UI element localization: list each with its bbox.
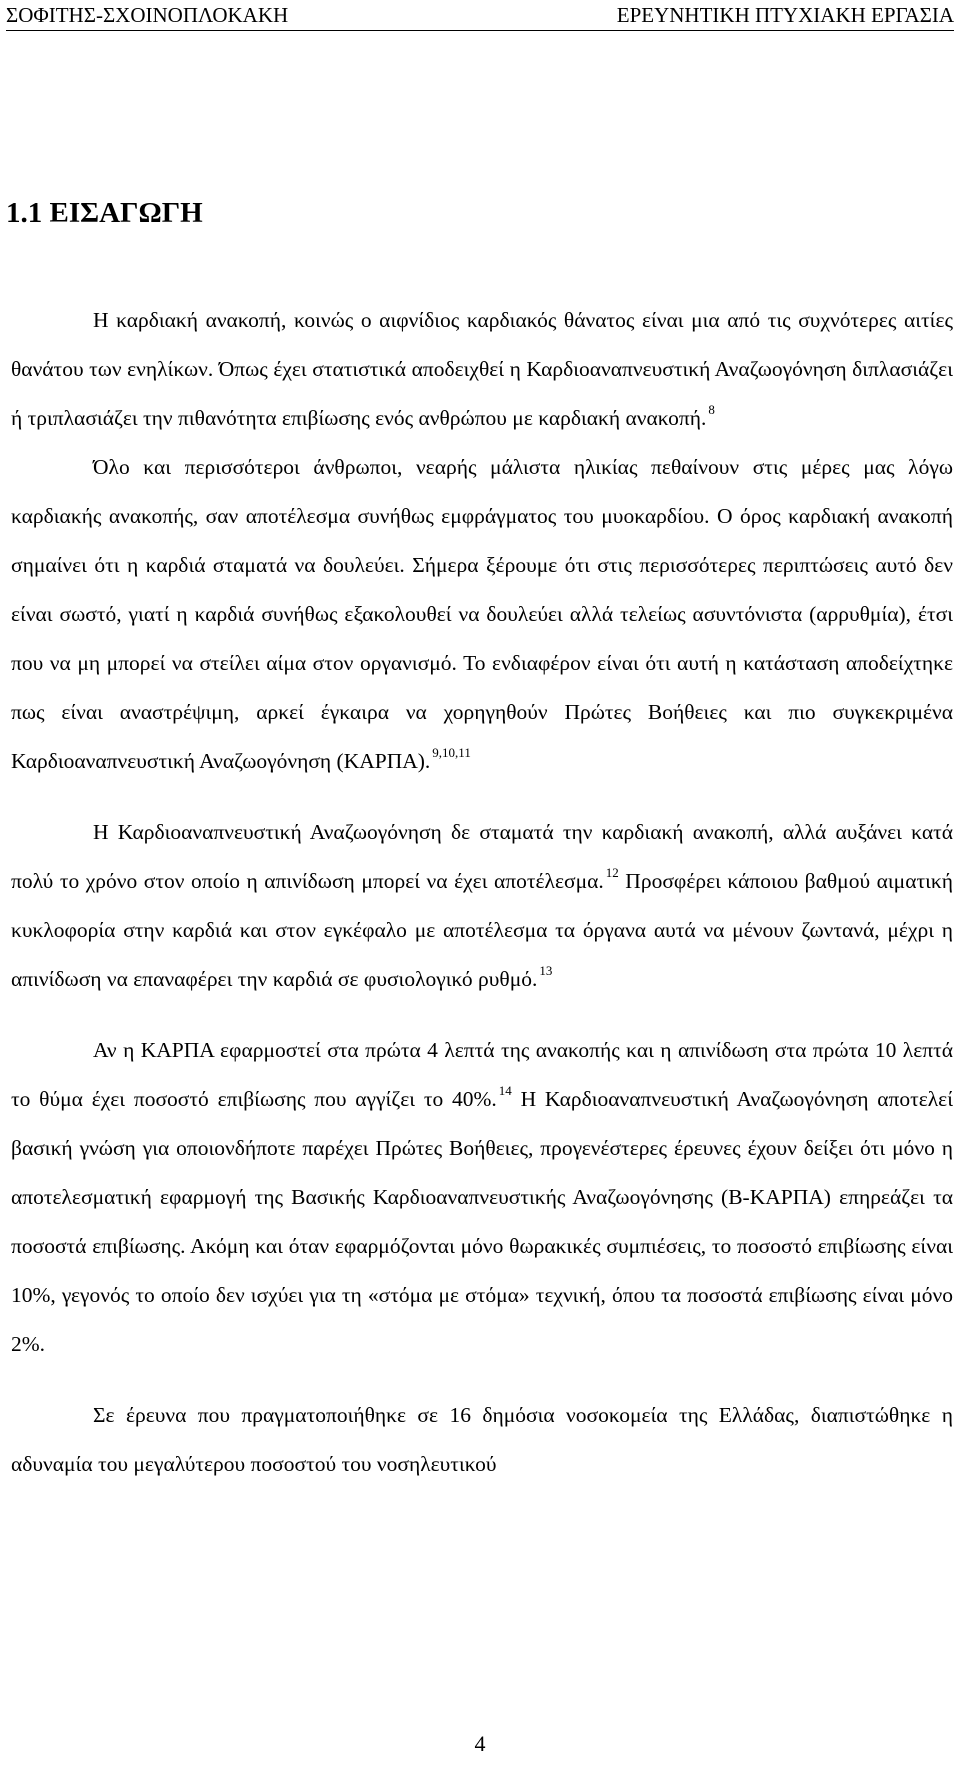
page-number: 4 (474, 1731, 486, 1756)
paragraph-4: Αν η ΚΑΡΠΑ εφαρμοστεί στα πρώτα 4 λεπτά της ανακοπής και η απινίδωση στα πρώτα 10 λεπτά το θύμα έχει ποσοστό επιβίωσης που αγγίζει το 40%. $^{14}$ Η Καρδιοαναπνευστική Αναζωογόνηση αποτελεί βασική γνώση για οποιονδήποτε παρέχει Πρώτες Βοήθειες, προγενέστερες έρευνες έχουν δείξει ότι μόνο η αποτελεσματική εφαρμογή της Βασικής Καρδιοαναπνευστικής Αναζωογόνησης (Β-ΚΑΡΠΑ) επηρεάζει τα ποσοστά επιβίωσης. Ακόμη και όταν εφαρμόζονται μόνο θωρακικές συμπιέσεις, το ποσοστό επιβίωσης είναι 10%, γεγονός το οποίο δεν ισχύει για τη «στόμα με στόμα» τεχνική, όπου τα ποσοστά επιβίωσης είναι μόνο 2%. (11, 1038, 953, 1356)
header-document-type: ΕΡΕΥΝΗΤΙΚΗ ΠΤΥΧΙΑΚΗ ΕΡΓΑΣΙΑ (616, 3, 954, 27)
header-author: ΣΟΦΙΤΗΣ-ΣΧΟΙΝΟΠΛΟΚΑΚΗ (6, 3, 289, 27)
paragraph-5: Σε έρευνα που πραγματοποιήθηκε σε 16 δημόσια νοσοκομεία της Ελλάδας, διαπιστώθηκε η αδυναμία του μεγαλύτερου ποσοστού του νοσηλευτικού (11, 1403, 953, 1476)
paragraph-1: Η καρδιακή ανακοπή, κοινώς ο αιφνίδιος καρδιακός θάνατος είναι μια από τις συχνότερες αιτίες θανάτου των ενηλίκων. Όπως έχει στατιστικά αποδειχθεί η Καρδιοαναπνευστική Αναζωογόνηση διπλασιάζει ή τριπλασιάζει την πιθανότητα επιβίωσης ενός ανθρώπου με καρδιακή ανακοπή. $^8$ (11, 308, 953, 430)
footnote-ref: 12 (605, 865, 619, 880)
footnote-ref: 8 (708, 402, 715, 417)
footnote-ref: 9,10,11 (432, 745, 471, 760)
paragraph-2: Όλο και περισσότεροι άνθρωποι, νεαρής μάλιστα ηλικίας πεθαίνουν στις μέρες μας λόγω καρδιακής ανακοπής, σαν αποτέλεσμα συνήθως εμφράγματος του μυοκαρδίου. Ο όρος καρδιακή ανακοπή σημαίνει ότι η καρδιά σταματά να δουλεύει. Σήμερα ξέρουμε ότι στις περισσότερες περιπτώσεις αυτό δεν είναι σωστό, γιατί η καρδιά συνήθως εξακολουθεί να δουλεύει αλλά τελείως ασυντόνιστα (αρρυθμία), έτσι που να μη μπορεί να στείλει αίμα στον οργανισμό. Το ενδιαφέρον είναι ότι αυτή η κατάσταση αποδείχτηκε πως είναι αναστρέψιμη, αρκεί έγκαιρα να χορηγηθούν Πρώτες Βοήθειες και πιο συγκεκριμένα Καρδιοαναπνευστική Αναζωογόνηση (ΚΑΡΠΑ). $^{9,10,11}$ (11, 455, 953, 773)
section-heading: 1.1 ΕΙΣΑΓΩΓΗ (6, 197, 203, 229)
paragraph-3: Η Καρδιοαναπνευστική Αναζωογόνηση δε σταματά την καρδιακή ανακοπή, αλλά αυξάνει κατά πολύ το χρόνο στον οποίο η απινίδωση μπορεί να έχει αποτέλεσμα. $^{12}$ Προσφέρει κάποιου βαθμού αιματική κυκλοφορία στην καρδιά και στον εγκέφαλο με αποτέλεσμα τα όργανα αυτά να μένουν ζωντανά, μέχρι η απινίδωση να επαναφέρει την καρδιά σε φυσιολογικό ρυθμό. $^{13}$ (11, 820, 953, 991)
footnote-ref: 13 (539, 963, 553, 978)
body-text (11, 296, 953, 1489)
footnote-ref: 14 (498, 1083, 512, 1098)
running-header (6, 4, 954, 31)
